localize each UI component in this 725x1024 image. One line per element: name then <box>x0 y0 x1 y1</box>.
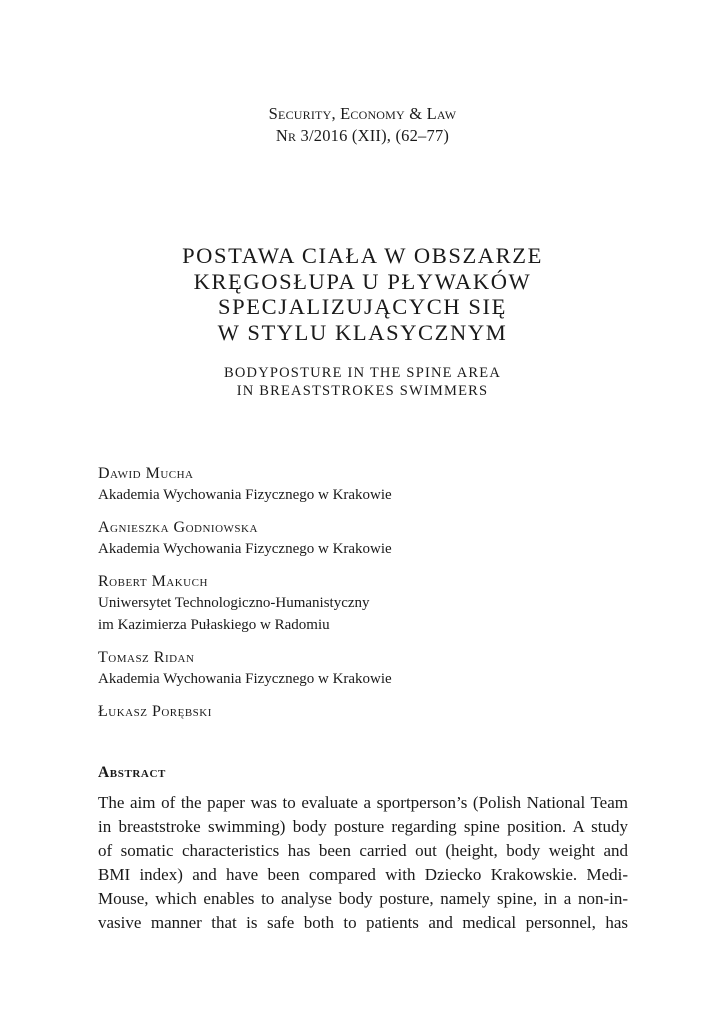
author-name: Robert Makuch <box>98 573 208 590</box>
title-polish-line: SPECJALIZUJĄCYCH SIĘ <box>218 294 507 319</box>
author-list <box>98 463 638 733</box>
author-affiliation: Akademia Wychowania Fizycznego w Krakowie <box>98 671 392 687</box>
author-name: Dawid Mucha <box>98 465 194 482</box>
abstract-line: of somatic characteristics has been carried out (height, body weight and <box>98 841 628 860</box>
author-entry <box>98 647 638 690</box>
abstract-line: The aim of the paper was to evaluate a sportperson’s (Polish National Team <box>98 793 628 812</box>
author-affiliation: Uniwersytet Technologiczno-Humanistyczny <box>98 595 370 611</box>
journal-name: Security, Economy & Law <box>268 104 457 123</box>
author-name: Tomasz Ridan <box>98 649 195 666</box>
title-english <box>0 364 725 400</box>
author-affiliation: im Kazimierza Pułaskiego w Radomiu <box>98 617 330 633</box>
author-entry <box>98 571 638 636</box>
title-polish-line: W STYLU KLASYCZNYM <box>217 319 508 345</box>
title-english-line: IN BREASTSTROKES SWIMMERS <box>236 383 489 399</box>
abstract-line: Mouse, which enables to analyse body posture, namely spine, in a non-in- <box>98 889 628 908</box>
author-affiliation: Akademia Wychowania Fizycznego w Krakowie <box>98 541 392 557</box>
abstract-line: vasive manner that is safe both to patients and medical personnel, has <box>98 913 628 932</box>
abstract-line: in breaststroke swimming) body posture regarding spine position. A study <box>98 817 628 836</box>
author-name: Agnieszka Godniowska <box>98 519 258 536</box>
journal-header <box>0 103 725 147</box>
author-affiliation: Akademia Wychowania Fizycznego w Krakowie <box>98 487 392 503</box>
author-name: Łukasz Porębski <box>98 703 212 720</box>
abstract-heading: Abstract <box>98 764 166 781</box>
title-polish-line: KRĘGOSŁUPA U PŁYWAKÓW <box>193 268 532 294</box>
author-entry <box>98 701 638 722</box>
title-english-line: BODYPOSTURE IN THE SPINE AREA <box>223 365 502 381</box>
abstract-line: BMI index) and have been compared with Dziecko Krakowskie. Medi- <box>98 865 628 884</box>
abstract-section <box>98 762 628 935</box>
title-polish-line: POSTAWA CIAŁA W OBSZARZE <box>182 243 543 268</box>
author-entry <box>98 517 638 560</box>
title-polish <box>0 243 725 345</box>
author-entry <box>98 463 638 506</box>
journal-issue: Nr 3/2016 (XII), (62–77) <box>275 126 450 145</box>
